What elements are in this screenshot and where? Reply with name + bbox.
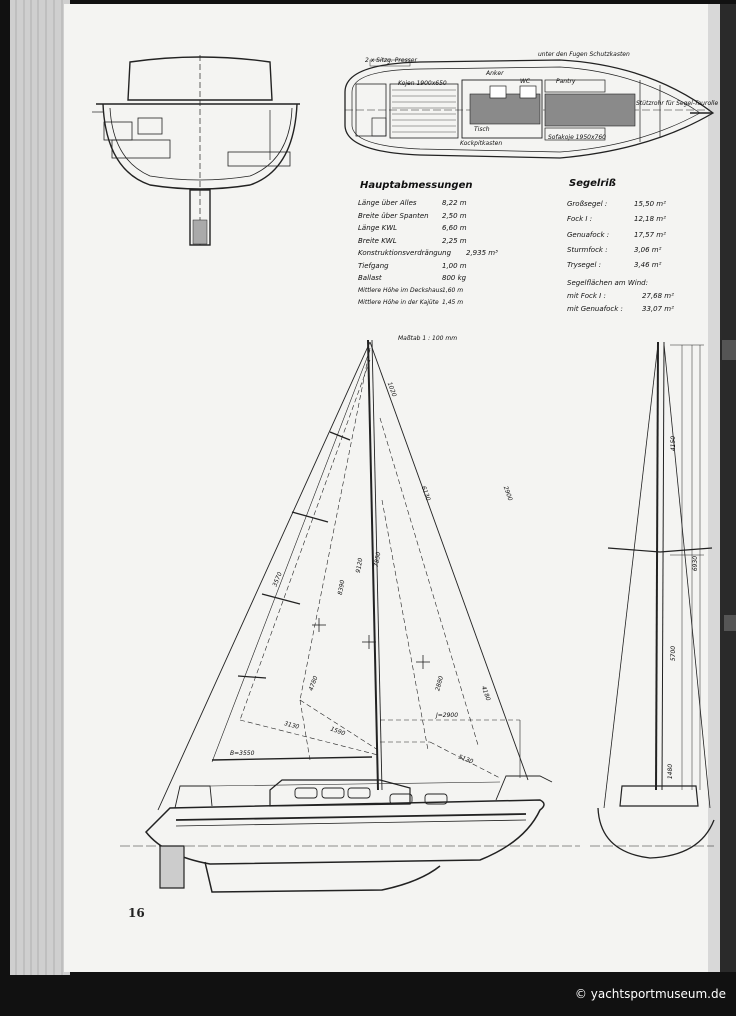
sail-value: 12,18 m² [634, 215, 666, 224]
spec-label: Konstruktionsverdrängung [358, 249, 452, 257]
copyright-watermark: © yachtsportmuseum.de [574, 987, 726, 1001]
wind-label: mit Genuafock : [567, 304, 623, 313]
deck-label-anchor: Anker [486, 70, 504, 77]
page-stack-left [10, 0, 70, 975]
sail-label: Trysegel : [567, 261, 601, 270]
dim-label: 9120 [354, 557, 365, 574]
spec-value: 1,00 m [442, 261, 467, 270]
scale-note: Maßtab 1 : 100 mm [398, 335, 458, 342]
wind-value: 33,07 m² [642, 304, 674, 313]
sail-label: Fock I : [567, 215, 593, 224]
sail-label: Sturmfock : [567, 245, 608, 254]
deck-label-table: Tisch [474, 126, 490, 133]
deck-label-wc: WC [520, 78, 531, 85]
deck-label-bow-note: Stützrohr für Segel-Taurolle [636, 100, 719, 107]
sail-label: Genuafock : [567, 230, 610, 239]
deck-label-berth-2: Sofakoje 1950x760 [548, 134, 606, 141]
wind-label: mit Fock I : [567, 292, 606, 300]
wind-value: 27,68 m² [642, 292, 674, 300]
dim-label: B=3550 [230, 750, 255, 757]
dim-label: 2900 [501, 485, 514, 502]
dim-label: 1480 [667, 763, 675, 780]
spec-label: Ballast [358, 274, 382, 282]
dim-label: 2880 [434, 675, 445, 692]
spec-value: 6,60 m [442, 224, 467, 232]
deck-label-berth-1: Kojen 1900x650 [398, 80, 447, 87]
sail-value: 17,57 m² [634, 230, 666, 239]
spec-label: Mittlere Höhe in der Kajüte [358, 299, 439, 306]
sail-value: 15,50 m² [634, 200, 666, 208]
spec-label: Breite über Spanten [358, 211, 429, 220]
spec-value: 2,935 m³ [466, 249, 498, 257]
deck-label-cockpit: Kockpitkasten [460, 140, 503, 147]
deck-label-pantry: Pantry [556, 78, 576, 85]
page-number: 16 [128, 906, 145, 920]
dim-label: 4780 [307, 675, 320, 692]
spec-label: Länge KWL [358, 224, 398, 232]
spec-value: 2,25 m [442, 236, 467, 245]
spec-label: Tiefgang [358, 261, 389, 270]
sail-value: 3,46 m² [634, 261, 662, 270]
dim-label: 1590 [329, 725, 347, 738]
sail-label: Großsegel : [567, 200, 608, 208]
dim-label: 3130 [283, 720, 300, 731]
deck-label-top-left: 2 x Sitzg. Presser [365, 57, 417, 64]
sail-plan-title: Segelriß [569, 178, 616, 189]
spec-label: Länge über Alles [358, 199, 417, 207]
spec-value: 8,22 m [442, 199, 467, 207]
dim-label: 5130 [457, 753, 475, 766]
dim-label: 3570 [271, 571, 284, 588]
spec-value: 1,45 m [442, 299, 464, 306]
deck-label-top-mid: unter den Fugen Schutzkasten [538, 51, 630, 58]
dim-label: J=2900 [436, 712, 459, 719]
dim-label: 6930 [692, 555, 700, 572]
main-dimensions-title: Hauptabmessungen [360, 180, 473, 191]
wind-area-title: Segelflächen am Wind: [567, 279, 648, 287]
dim-label: 4150 [670, 435, 678, 452]
spec-label: Mittlere Höhe im Deckshaus [358, 286, 443, 294]
dim-label: 8390 [336, 579, 347, 596]
spec-value: 800 kg [442, 274, 467, 282]
spec-value: 2,50 m [442, 211, 467, 220]
dim-label: 7850 [372, 551, 383, 568]
dim-label: 4180 [479, 685, 492, 702]
dim-label: 1020 [385, 381, 398, 398]
spec-label: Breite KWL [358, 236, 397, 245]
spec-value: 1,60 m [442, 286, 464, 294]
dim-label: 5700 [670, 645, 678, 662]
dim-label: 6130 [419, 485, 432, 502]
sail-value: 3,06 m² [634, 245, 662, 254]
page-paper [64, 4, 728, 972]
